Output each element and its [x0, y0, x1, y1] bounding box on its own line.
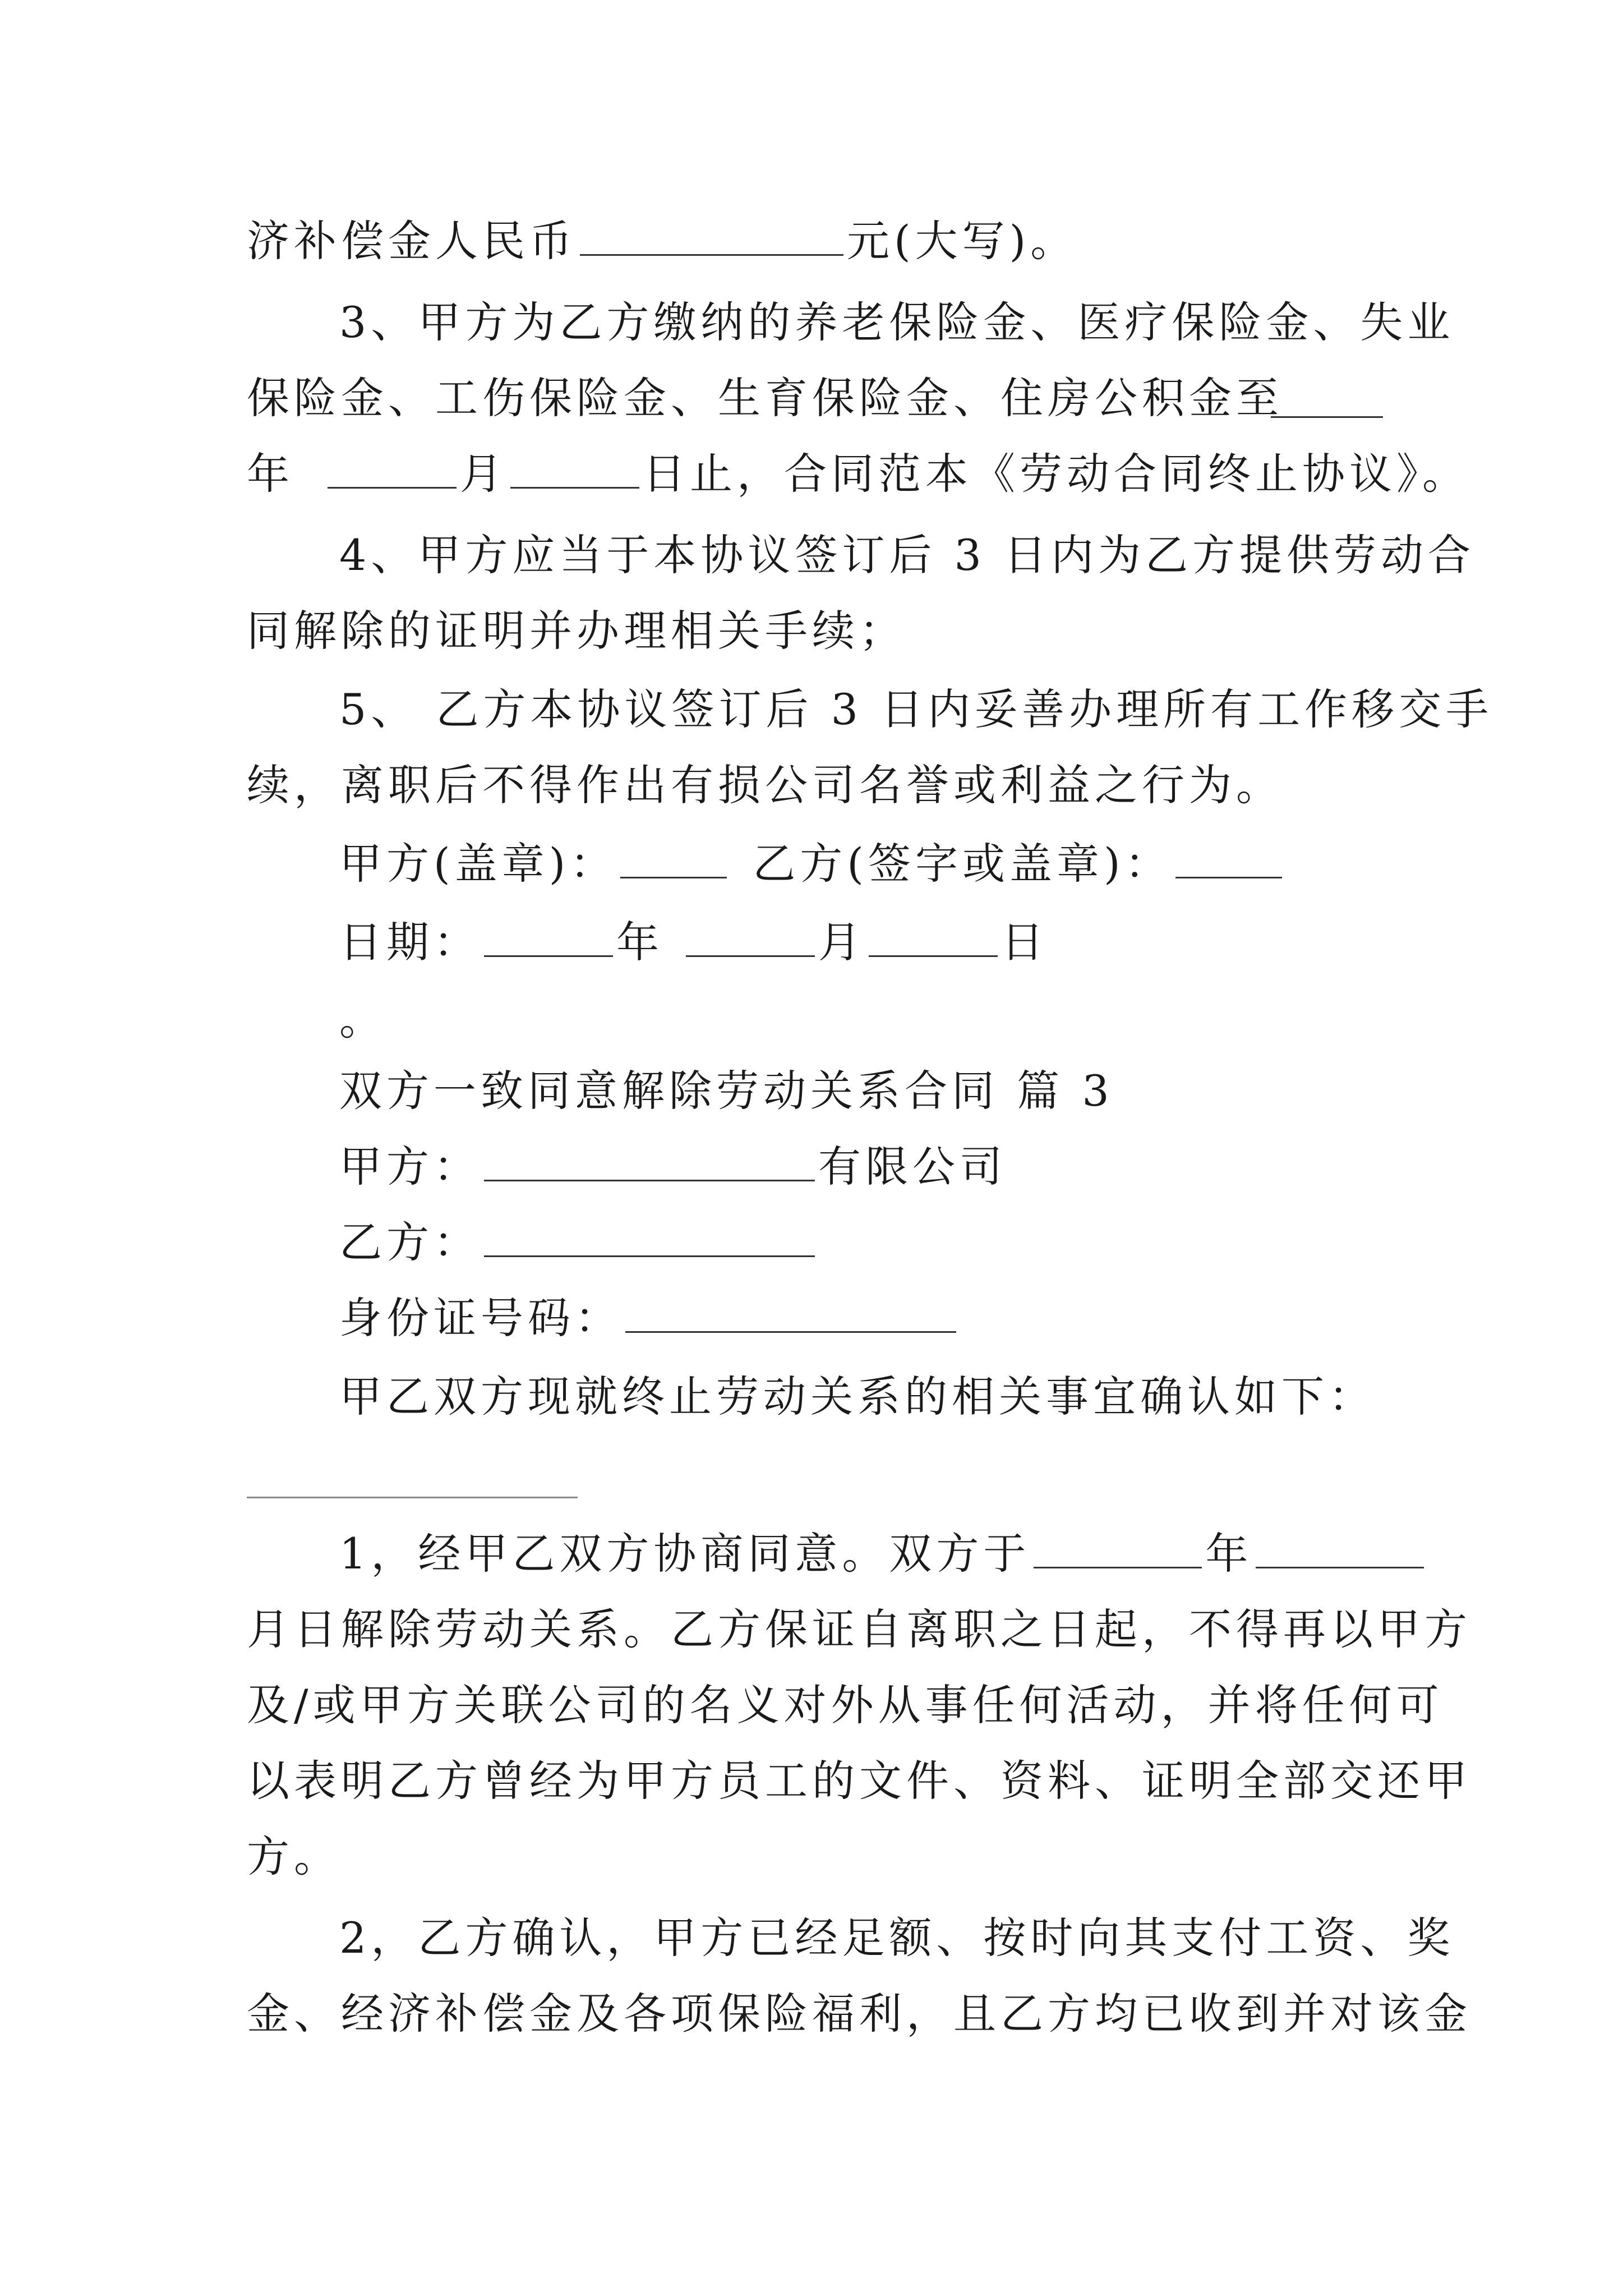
fill-blank — [484, 916, 613, 957]
party-a-seal-label: 甲方(盖章)： — [339, 839, 617, 889]
text-line: 方。 — [247, 1832, 341, 1881]
fill-blank — [625, 1292, 956, 1333]
clause-2: 2，乙方确认，甲方已经足额、按时向其支付工资、奖 — [339, 1913, 1455, 1963]
paragraph-4: 4、甲方应当于本协议签订后 3 日内为乙方提供劳动合 — [339, 530, 1476, 580]
text-span: 乙方： — [339, 1217, 481, 1267]
fill-blank — [1175, 838, 1282, 878]
date-line — [339, 914, 1048, 970]
date-label: 日期： — [339, 917, 481, 967]
text-line: 金、经济补偿金及各项保险福利，且乙方均已收到并对该金 — [247, 1989, 1472, 2039]
fill-blank — [1271, 377, 1383, 418]
fill-blank — [686, 916, 815, 957]
text-span: 年 — [247, 449, 294, 499]
text-line: 。 — [339, 995, 386, 1045]
fill-blank — [484, 1216, 815, 1257]
clause-1 — [339, 1526, 1427, 1582]
text-span: 月 — [460, 449, 507, 499]
divider — [247, 1497, 578, 1498]
text-span: 1，经甲乙双方协商同意。双方于 — [339, 1529, 1031, 1579]
fill-blank — [580, 215, 843, 256]
text-span: 身份证号码： — [339, 1293, 622, 1343]
party-b-line — [339, 1214, 818, 1271]
id-number-line — [339, 1290, 960, 1346]
text-span: 年 — [1205, 1529, 1253, 1579]
fill-blank — [1034, 1527, 1202, 1568]
text-line: 及/或甲方关联公司的名义对外从事任何活动，并将任何可 — [247, 1680, 1444, 1730]
paragraph-5: 5、 乙方本协议签订后 3 日内妥善办理所有工作移交手 — [339, 684, 1493, 734]
text-span: 年 — [616, 917, 663, 967]
text-line: 以表明乙方曾经为甲方员工的文件、资料、证明全部交还甲 — [247, 1756, 1472, 1806]
party-a-line — [339, 1139, 1007, 1195]
fill-blank — [510, 448, 639, 489]
text-line: 同解除的证明并办理相关手续； — [247, 606, 906, 656]
fill-blank — [1256, 1527, 1424, 1568]
fill-blank — [328, 448, 457, 489]
text-span: 日止，合同范本《劳动合同终止协议》。 — [643, 449, 1469, 499]
fill-blank — [484, 1140, 815, 1181]
text-line: 月日解除劳动关系。乙方保证自离职之日起，不得再以甲方 — [247, 1604, 1472, 1654]
text-span: 甲方： — [339, 1142, 481, 1191]
party-b-sign-label: 乙方(签字或盖章)： — [753, 839, 1172, 889]
fill-blank — [869, 916, 998, 957]
text-span: 元(大写)。 — [847, 216, 1078, 266]
text-span: 济补偿金人民币 — [247, 216, 577, 266]
section-heading: 双方一致同意解除劳动关系合同 篇 3 — [339, 1066, 1114, 1116]
text-line: 甲乙双方现就终止劳动关系的相关事宜确认如下： — [339, 1372, 1376, 1421]
text-line: 续，离职后不得作出有损公司名誉或利益之行为。 — [247, 760, 1283, 810]
text-span: 有限公司 — [818, 1142, 1007, 1191]
text-line — [247, 446, 1469, 502]
fill-blank — [620, 838, 727, 878]
paragraph-3: 3、甲方为乙方缴纳的养老保险金、医疗保险金、失业 — [339, 297, 1455, 347]
signature-line — [339, 836, 1285, 892]
text-span: 日 — [1001, 917, 1048, 967]
text-line — [247, 213, 1077, 269]
text-line: 保险金、工伤保险金、生育保险金、住房公积金至 — [247, 373, 1283, 423]
text-span: 月 — [818, 917, 865, 967]
